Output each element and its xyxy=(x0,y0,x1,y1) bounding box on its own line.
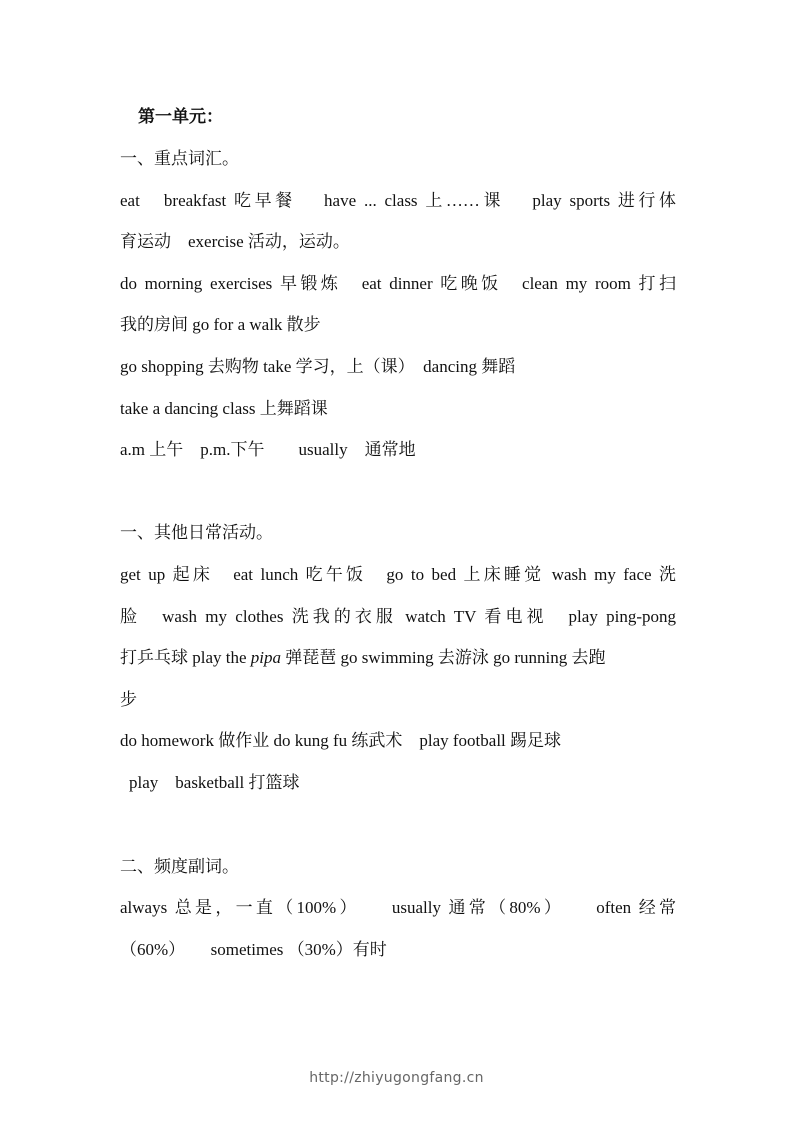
section-heading-frequency-adverbs: 二、频度副词。 xyxy=(120,857,239,876)
unit-title: 第一单元： xyxy=(138,107,223,126)
vocab-line: eat breakfast 吃早餐 have ... class 上……课 play sports 进行体 xyxy=(120,191,676,210)
activity-line xyxy=(120,647,676,669)
activity-line-continuation: go swimming 去游泳 go running 去跑 xyxy=(340,648,606,667)
section-heading-key-vocabulary: 一、重点词汇。 xyxy=(120,149,239,168)
activity-pipa-italic: pipa xyxy=(250,648,282,667)
adverb-line: always 总是，一直（100%） usually 通常（80%） often 经常 xyxy=(120,898,676,917)
section-heading-daily-activities: 一、其他日常活动。 xyxy=(120,523,273,542)
footer-url: http://zhiyugongfang.cn xyxy=(309,1070,484,1086)
activity-pipa-suffix: 弹琵琶 xyxy=(281,648,337,667)
vocab-line: do morning exercises 早锻炼 eat dinner 吃晚饭 clean my room 打扫 xyxy=(120,274,676,293)
vocab-line: take a dancing class 上舞蹈课 xyxy=(120,399,328,418)
vocab-line: 育运动 exercise 活动，运动。 xyxy=(120,232,350,251)
adverb-line: （60%） sometimes （30%）有时 xyxy=(120,940,387,959)
activity-line: do homework 做作业 do kung fu 练武术 play football 踢足球 xyxy=(120,731,562,750)
vocab-line: 我的房间 go for a walk 散步 xyxy=(120,315,321,334)
vocab-line: a.m 上午 p.m.下午 usually 通常地 xyxy=(120,440,416,459)
activity-pipa-prefix: 打乒乓球 play the xyxy=(120,648,251,667)
activity-line: get up 起床 eat lunch 吃午饭 go to bed 上床睡觉 wash my face 洗 xyxy=(120,565,676,584)
activity-line: 脸 wash my clothes 洗我的衣服 watch TV 看电视 play ping-pong xyxy=(120,607,676,626)
vocab-line: go shopping 去购物 take 学习，上（课） dancing 舞蹈 xyxy=(120,357,516,376)
activity-line: 步 xyxy=(120,690,137,709)
activity-line: play basketball 打篮球 xyxy=(129,773,300,792)
